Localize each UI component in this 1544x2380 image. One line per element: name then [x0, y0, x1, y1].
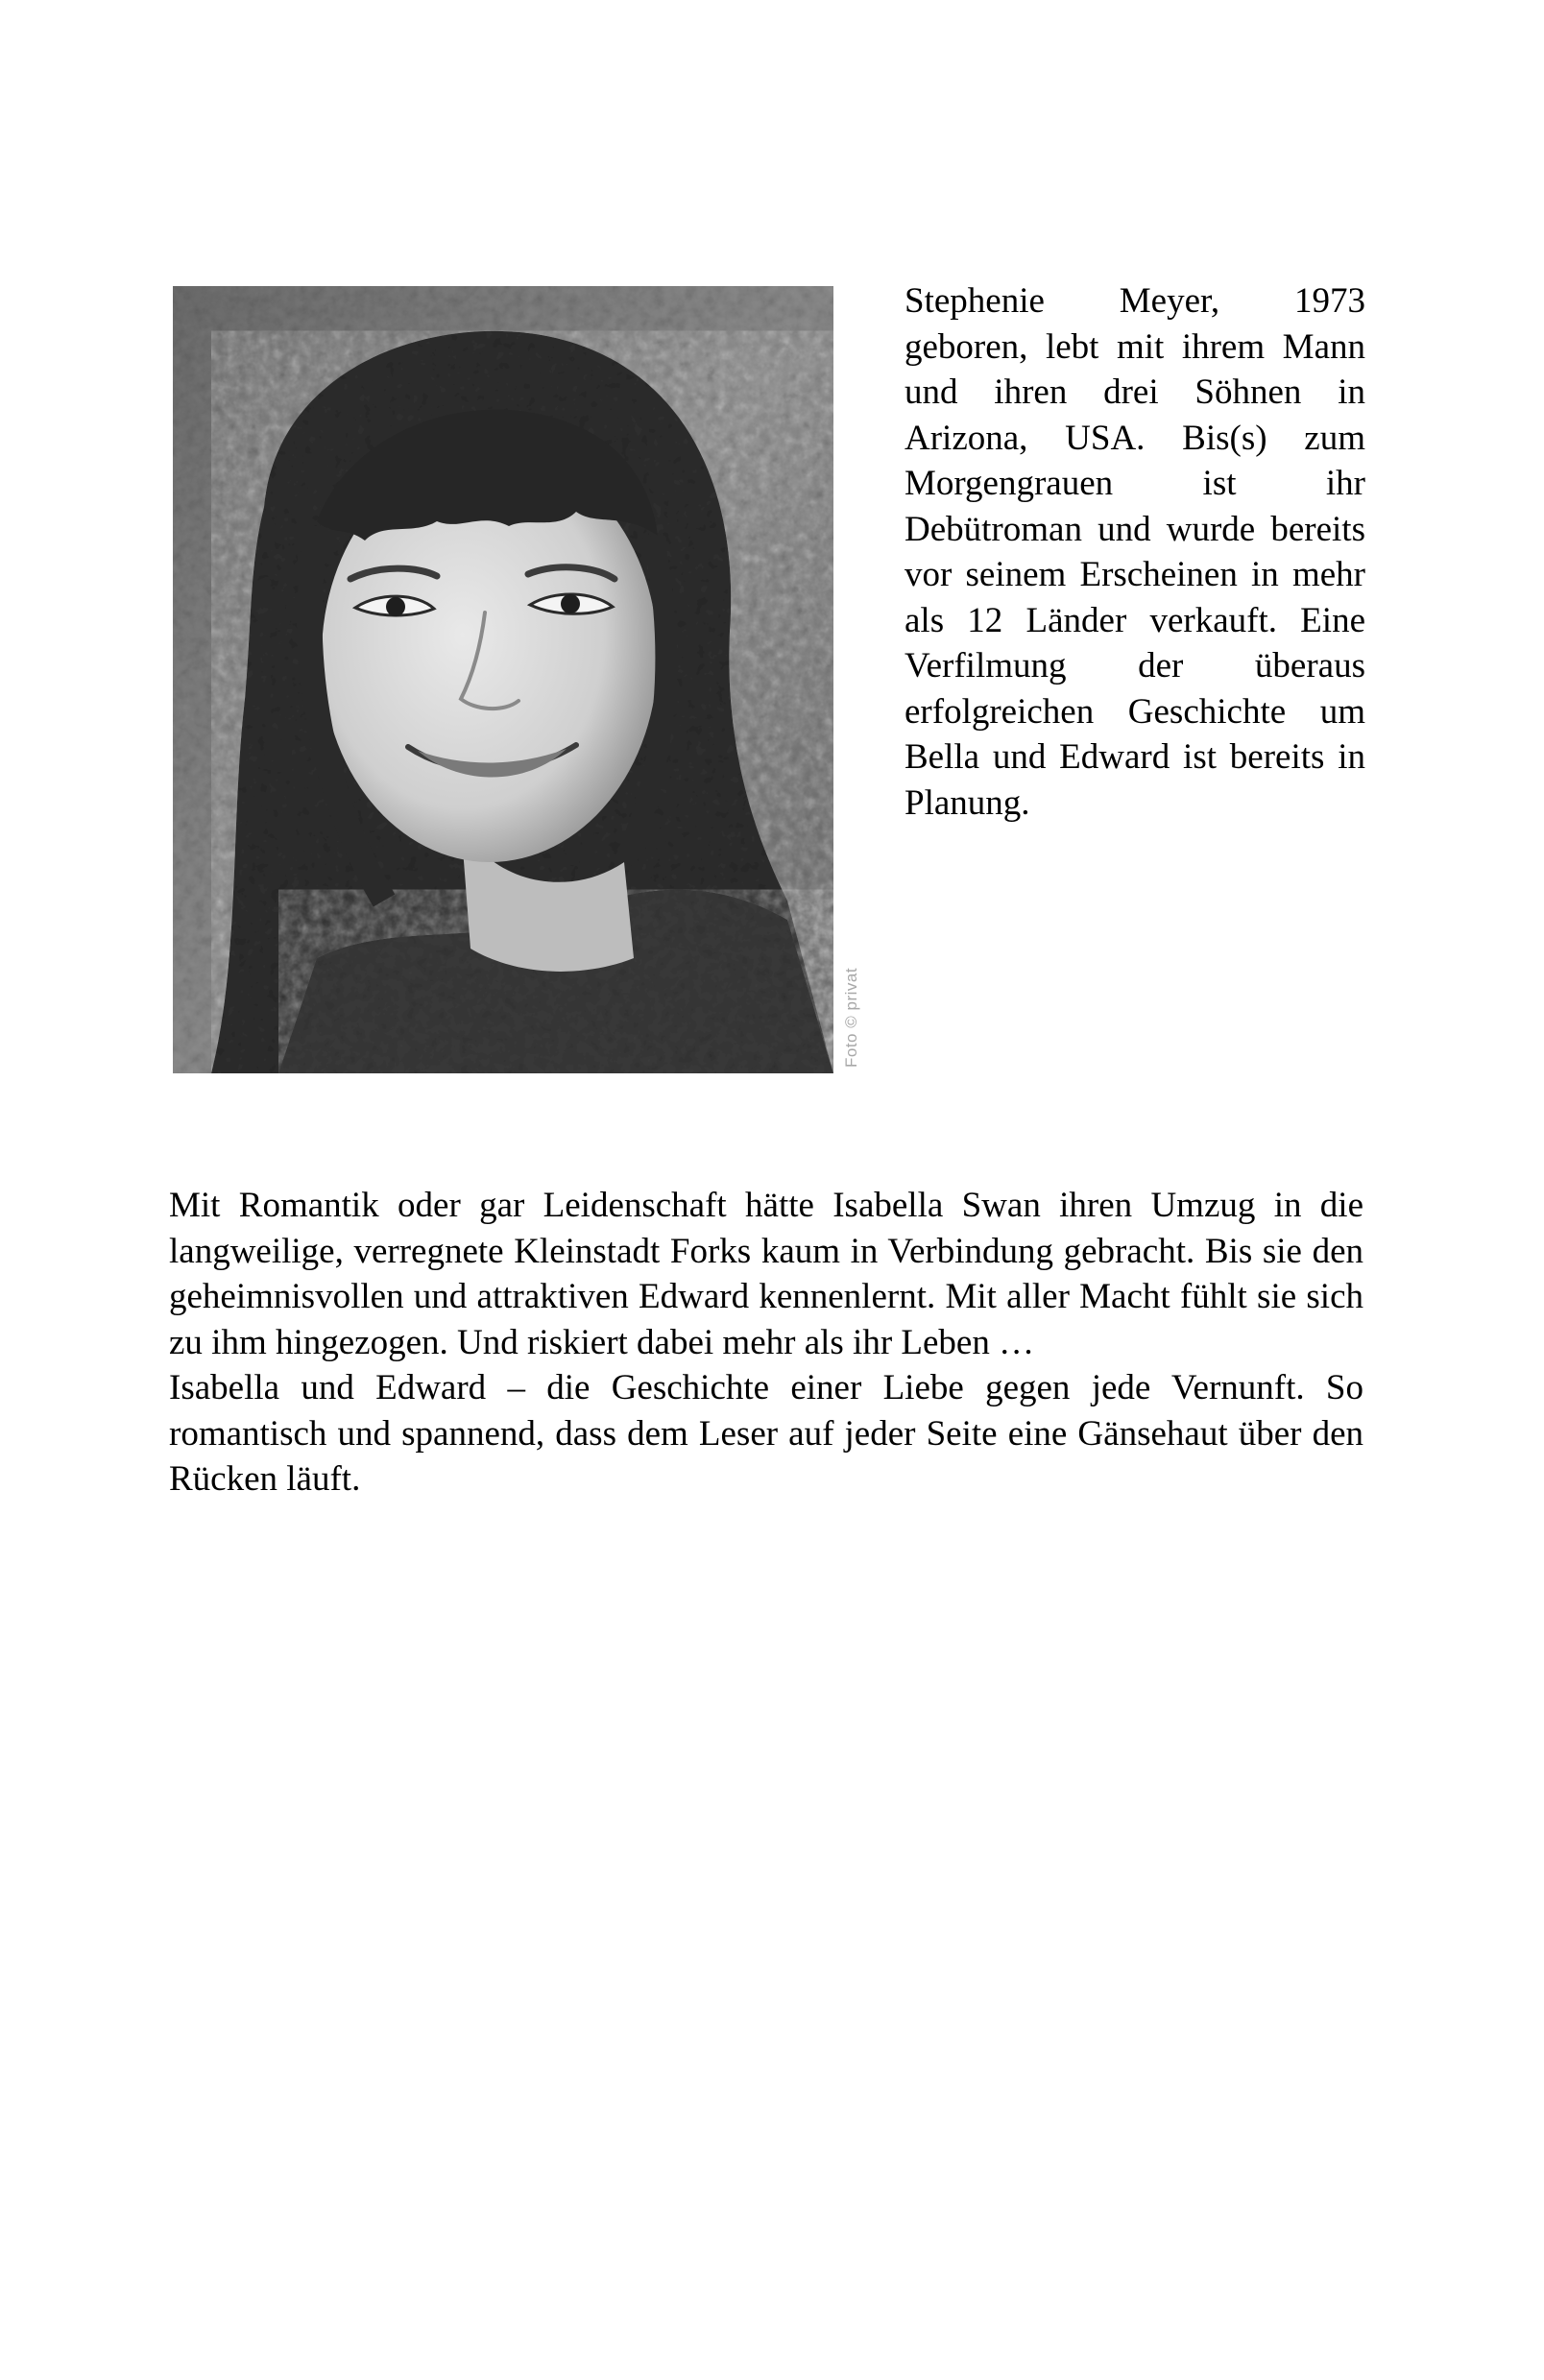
book-blurb	[169, 1183, 1363, 1503]
blurb-paragraph-1: Mit Romantik oder gar Leidenschaft hätte Isabella Swan ihren Umzug in die langweilige, verregnete Kleinstadt Forks kaum in Verbindung gebracht. Bis sie den geheimnisvollen und attraktiven Edward kennenlernt. Mit aller Macht fühlt sie sich zu ihm hingezogen. Und riskiert dabei mehr als ihr Leben …	[169, 1186, 1363, 1362]
author-photo	[173, 286, 833, 1073]
blurb-paragraph-2: Isabella und Edward – die Geschichte einer Liebe gegen jede Vernunft. So romantisch und spannend, dass dem Leser auf jeder Seite eine Gänsehaut über den Rücken läuft.	[169, 1368, 1363, 1499]
photo-credit: Foto © privat	[842, 967, 860, 1068]
author-bio: Stephenie Meyer, 1973 geboren, lebt mit ihrem Mann und ihren drei Söhnen in Arizona, USA. Bis(s) zum Morgengrauen ist ihr Debütroman und wurde bereits vor seinem Erscheinen in mehr als 12 Länder verkauft. Eine Verfilmung der überaus erfolgreichen Geschichte um Bella und Edward ist bereits in Planung.	[905, 281, 1365, 823]
photo-credit-strip	[833, 286, 872, 1073]
